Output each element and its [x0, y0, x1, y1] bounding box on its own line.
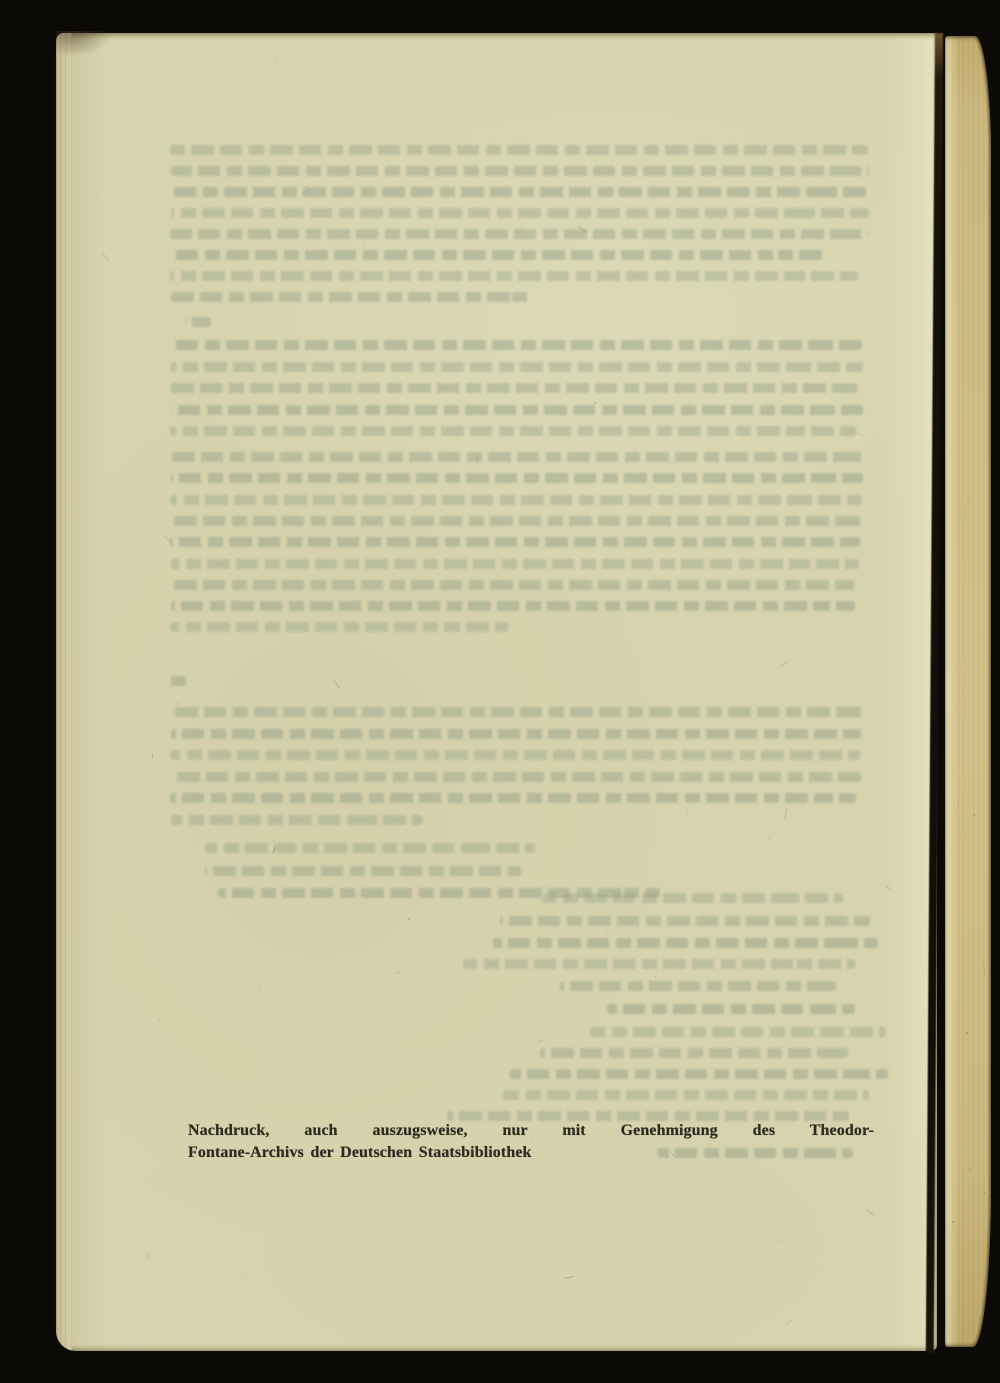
ghost-text-line [171, 559, 859, 569]
book-page [56, 33, 937, 1351]
ghost-text-line [171, 166, 869, 176]
paper-speck [966, 1032, 968, 1034]
ghost-text-line [493, 938, 878, 948]
ghost-text-line [170, 793, 856, 803]
ghost-text-line [185, 317, 211, 327]
ghost-text-line [590, 1027, 886, 1037]
ghost-text-line [171, 208, 869, 218]
ghost-text-line [607, 1004, 855, 1014]
ghost-text-line [171, 729, 861, 739]
ghost-text-line [205, 843, 535, 853]
ghost-text-line [170, 495, 862, 505]
ghost-text-line [170, 271, 858, 281]
ghost-text-line [171, 516, 863, 526]
paper-speck [963, 92, 964, 93]
paper-speck [954, 1248, 955, 1249]
paper-speck [984, 1192, 986, 1194]
ghost-text-line [500, 916, 870, 926]
ghost-text-line [170, 383, 862, 393]
ghost-text-line [171, 292, 533, 302]
paper-speck [982, 963, 985, 976]
ghost-text-line [171, 405, 863, 415]
ghost-text-line [170, 750, 860, 760]
paper-speck [978, 318, 979, 319]
ghost-text-line [170, 340, 862, 350]
ghost-text-line [510, 1069, 888, 1079]
ghost-text-line [170, 426, 856, 436]
ghost-text-line [540, 1048, 848, 1058]
ghost-text-line [171, 601, 855, 611]
ghost-text-line [170, 145, 868, 155]
ghost-text-line [543, 893, 843, 903]
ghost-text-line [170, 622, 508, 632]
paper-speck [956, 798, 960, 810]
copyright-notice-line-1: Nachdruck, auch auszugsweise, nur mit Genehmigung des Theodor- [188, 1122, 874, 1139]
adjacent-page-texture [945, 36, 991, 1347]
paper-speck [952, 768, 953, 769]
adjacent-page-edge [945, 36, 991, 1347]
paper-speck [978, 1020, 979, 1021]
ghost-text-line [205, 866, 521, 876]
copyright-notice-line-2: Fontane-Archivs der Deutschen Staatsbibliothek [188, 1144, 532, 1161]
paper-speck [952, 1221, 954, 1223]
ghost-text-line [170, 229, 868, 239]
paper-speck [950, 853, 951, 854]
paper-speck [957, 1017, 958, 1018]
ghost-text-line [560, 981, 836, 991]
paper-speck [966, 498, 973, 505]
ghost-text-line [168, 676, 188, 686]
ghost-text-line [170, 580, 856, 590]
ghost-text-line [171, 772, 861, 782]
ghost-text-line [171, 473, 863, 483]
paper-speck [969, 1168, 971, 1170]
ghost-text-line [503, 1090, 869, 1100]
paper-speck [961, 230, 962, 231]
paper-speck [978, 635, 979, 636]
ghost-text-line [170, 537, 860, 547]
ghost-text-line [171, 362, 863, 372]
paper-speck [982, 551, 983, 552]
ghost-text-line [171, 815, 423, 825]
paper-speck [986, 449, 987, 450]
ghost-text-line [171, 250, 823, 260]
ghost-text-line [170, 187, 868, 197]
paper-speck [974, 1261, 975, 1262]
ghost-text-line [170, 707, 862, 717]
ghost-text-line [463, 959, 855, 969]
paper-speck [986, 204, 988, 206]
ghost-text-line [170, 452, 865, 462]
paper-speck [950, 448, 951, 449]
copyright-notice [188, 1120, 874, 1164]
paper-speck [973, 814, 975, 816]
